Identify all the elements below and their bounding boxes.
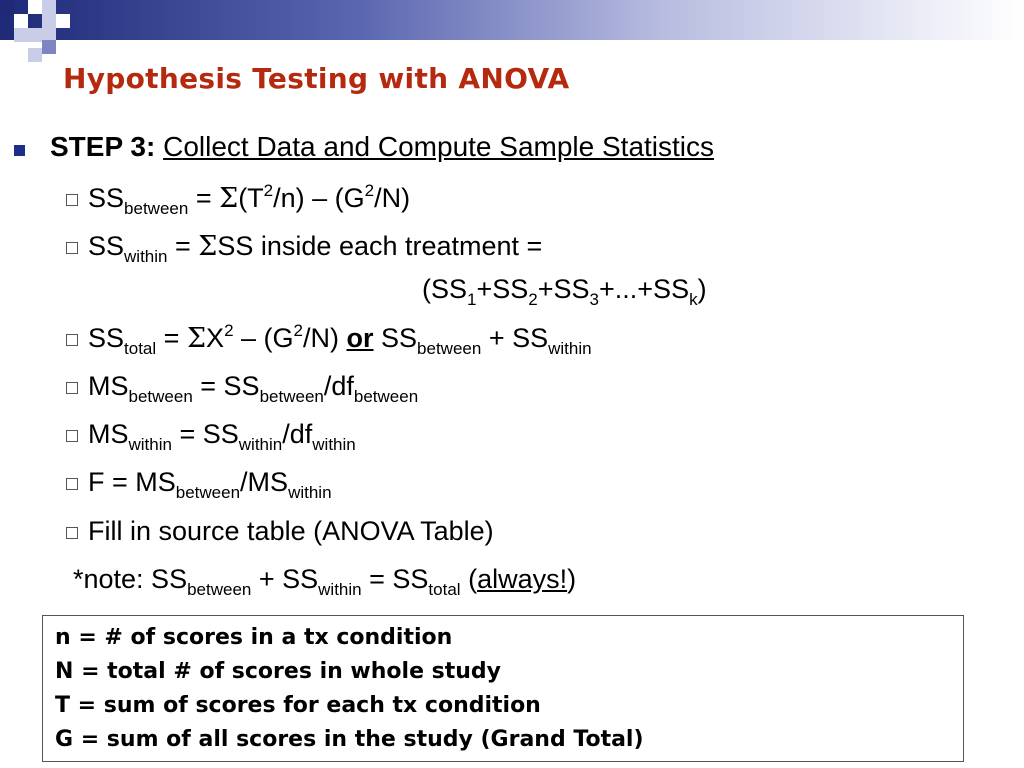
hollow-square-bullet-icon (66, 334, 78, 346)
step-text: Collect Data and Compute Sample Statistics (163, 131, 715, 162)
hollow-square-bullet-icon (66, 478, 78, 490)
list-item-ss-total: $SS_{total} = \Sigma X^2 - (G^2/N)$ or $SS_{between} + SS_{within}$ (66, 322, 592, 355)
ss-within-sum-expression: $(SS_1+SS_2+SS_3+...+SS_k)$ (422, 274, 707, 309)
or-emphasis: or (346, 323, 374, 353)
bullet-square-icon (14, 145, 25, 156)
definition-line: T = sum of scores for each tx condition (55, 693, 541, 718)
step-label: STEP 3: (50, 131, 156, 162)
definition-line: N = total # of scores in whole study (55, 659, 502, 684)
note-line: *note: $SS_{between} + SS_{within} = SS_{total}$ (always!) (73, 564, 577, 599)
definition-line: G = sum of all scores in the study (Grand Total) (55, 727, 644, 752)
hollow-square-bullet-icon (66, 194, 78, 206)
header-gradient-bar (0, 0, 1024, 40)
step-heading (50, 130, 714, 164)
list-item-ms-within: $MS_{within} = SS_{within}/df_{within}$ (66, 418, 356, 450)
list-item-ss-between: $SS_{between} = \Sigma(T^2/n) - (G^2/N)$ (66, 182, 410, 215)
list-item-ms-between: $MS_{between} = SS_{between}/df_{between}$ (66, 370, 418, 402)
definition-line: n = # of scores in a tx condition (55, 625, 453, 650)
hollow-square-bullet-icon (66, 527, 78, 539)
list-item-ss-within: $SS_{within} = \Sigma SS$ inside each treatment = (66, 230, 542, 263)
hollow-square-bullet-icon (66, 430, 78, 442)
list-item-fill-table: Fill in source table (ANOVA Table) (66, 515, 494, 547)
definitions-box (42, 615, 964, 762)
hollow-square-bullet-icon (66, 242, 78, 254)
list-item-f-ratio: $F = MS_{between}/MS_{within}$ (66, 466, 332, 498)
corner-squares-decoration (0, 0, 80, 64)
slide-title: Hypothesis Testing with ANOVA (63, 62, 570, 95)
hollow-square-bullet-icon (66, 382, 78, 394)
always-emphasis: always! (477, 564, 568, 594)
